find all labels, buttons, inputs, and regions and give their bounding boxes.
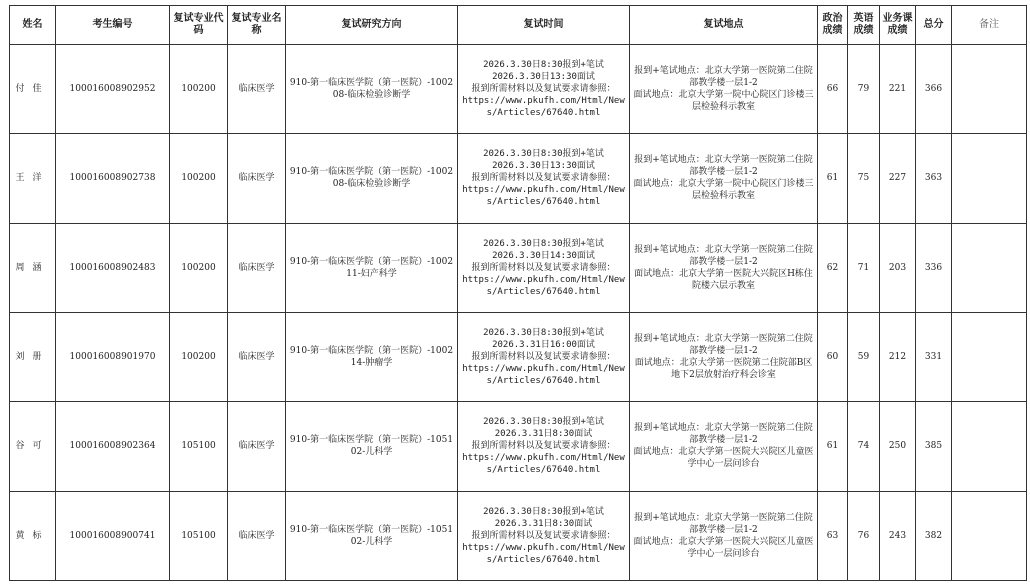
major-code: 105100 xyxy=(170,491,228,580)
exam-id: 100016008902738 xyxy=(56,134,170,223)
table-row xyxy=(10,312,1027,401)
exam-id: 100016008901970 xyxy=(56,312,170,401)
header-direction: 复试研究方向 xyxy=(286,6,458,45)
exam-id: 100016008900741 xyxy=(56,491,170,580)
politics-score: 61 xyxy=(818,134,848,223)
header-professional: 业务课成绩 xyxy=(880,6,916,45)
research-direction: 910-第一临床医学院（第一医院）-100214-肿瘤学 xyxy=(286,312,458,401)
english-score: 74 xyxy=(848,402,880,491)
header-politics: 政治成绩 xyxy=(818,6,848,45)
professional-score: 212 xyxy=(880,312,916,401)
english-score: 75 xyxy=(848,134,880,223)
retest-location: 报到+笔试地点：北京大学第一医院第二住院部教学楼一层1-2 面试地点：北京大学第一院中心院区门诊楼三层检验科示教室 xyxy=(630,134,818,223)
major-name: 临床医学 xyxy=(228,402,286,491)
header-total: 总分 xyxy=(916,6,952,45)
header-location: 复试地点 xyxy=(630,6,818,45)
research-direction: 910-第一临床医学院（第一医院）-100211-妇产科学 xyxy=(286,223,458,312)
table-row xyxy=(10,134,1027,223)
header-remark: 备注 xyxy=(952,6,1027,45)
politics-score: 66 xyxy=(818,45,848,134)
exam-id: 100016008902364 xyxy=(56,402,170,491)
retest-time: 2026.3.30日8:30报到+笔试 2026.3.31日16:00面试 报到所需材料以及复试要求请参照： https://www.pkufh.com/Html/News/Articles/67640.html xyxy=(458,312,630,401)
politics-score: 62 xyxy=(818,223,848,312)
research-direction: 910-第一临床医学院（第一医院）-105102-儿科学 xyxy=(286,402,458,491)
remark-cell xyxy=(952,45,1027,134)
remark-cell xyxy=(952,402,1027,491)
retest-location: 报到+笔试地点：北京大学第一医院第二住院部教学楼一层1-2 面试地点：北京大学第一医院大兴院区儿童医学中心一层问诊台 xyxy=(630,491,818,580)
major-code: 100200 xyxy=(170,223,228,312)
header-time: 复试时间 xyxy=(458,6,630,45)
table-row xyxy=(10,491,1027,580)
professional-score: 221 xyxy=(880,45,916,134)
retest-location: 报到+笔试地点：北京大学第一医院第二住院部教学楼一层1-2 面试地点：北京大学第一医院大兴院区H栋住院楼六层示教室 xyxy=(630,223,818,312)
candidate-name: 周涵 xyxy=(10,223,56,312)
major-code: 105100 xyxy=(170,402,228,491)
major-name: 临床医学 xyxy=(228,134,286,223)
exam-id: 100016008902952 xyxy=(56,45,170,134)
professional-score: 203 xyxy=(880,223,916,312)
candidate-name: 王洋 xyxy=(10,134,56,223)
major-name: 临床医学 xyxy=(228,223,286,312)
major-code: 100200 xyxy=(170,312,228,401)
total-score: 382 xyxy=(916,491,952,580)
total-score: 331 xyxy=(916,312,952,401)
english-score: 59 xyxy=(848,312,880,401)
exam-id: 100016008902483 xyxy=(56,223,170,312)
candidate-name: 黄标 xyxy=(10,491,56,580)
retest-location: 报到+笔试地点：北京大学第一医院第二住院部教学楼一层1-2 面试地点：北京大学第一医院第二住院部B区地下2层放射治疗科会诊室 xyxy=(630,312,818,401)
research-direction: 910-第一临床医学院（第一医院）-105102-儿科学 xyxy=(286,491,458,580)
retest-time: 2026.3.30日8:30报到+笔试 2026.3.31日8:30面试 报到所需材料以及复试要求请参照： https://www.pkufh.com/Html/News/Articles/67640.html xyxy=(458,491,630,580)
table-row xyxy=(10,223,1027,312)
candidate-name: 刘册 xyxy=(10,312,56,401)
remark-cell xyxy=(952,491,1027,580)
major-name: 临床医学 xyxy=(228,45,286,134)
english-score: 71 xyxy=(848,223,880,312)
professional-score: 227 xyxy=(880,134,916,223)
major-code: 100200 xyxy=(170,45,228,134)
professional-score: 250 xyxy=(880,402,916,491)
research-direction: 910-第一临床医学院（第一医院）-100208-临床检验诊断学 xyxy=(286,134,458,223)
retest-time: 2026.3.30日8:30报到+笔试 2026.3.30日13:30面试 报到所需材料以及复试要求请参照： https://www.pkufh.com/Html/News/Articles/67640.html xyxy=(458,134,630,223)
table-row xyxy=(10,402,1027,491)
major-name: 临床医学 xyxy=(228,312,286,401)
english-score: 79 xyxy=(848,45,880,134)
table-row xyxy=(10,45,1027,134)
candidate-name: 谷可 xyxy=(10,402,56,491)
total-score: 363 xyxy=(916,134,952,223)
research-direction: 910-第一临床医学院（第一医院）-100208-临床检验诊断学 xyxy=(286,45,458,134)
retest-time: 2026.3.30日8:30报到+笔试 2026.3.30日14:30面试 报到所需材料以及复试要求请参照： https://www.pkufh.com/Html/News/Articles/67640.html xyxy=(458,223,630,312)
politics-score: 61 xyxy=(818,402,848,491)
remark-cell xyxy=(952,312,1027,401)
header-major-name: 复试专业名称 xyxy=(228,6,286,45)
professional-score: 243 xyxy=(880,491,916,580)
major-code: 100200 xyxy=(170,134,228,223)
header-major-code: 复试专业代码 xyxy=(170,6,228,45)
politics-score: 60 xyxy=(818,312,848,401)
total-score: 336 xyxy=(916,223,952,312)
english-score: 76 xyxy=(848,491,880,580)
header-row xyxy=(10,6,1027,45)
header-name: 姓名 xyxy=(10,6,56,45)
total-score: 366 xyxy=(916,45,952,134)
retest-time: 2026.3.30日8:30报到+笔试 2026.3.30日13:30面试 报到所需材料以及复试要求请参照： https://www.pkufh.com/Html/News/Articles/67640.html xyxy=(458,45,630,134)
total-score: 385 xyxy=(916,402,952,491)
remark-cell xyxy=(952,223,1027,312)
remark-cell xyxy=(952,134,1027,223)
retest-roster-table xyxy=(9,5,1027,581)
header-english: 英语成绩 xyxy=(848,6,880,45)
retest-location: 报到+笔试地点：北京大学第一医院第二住院部教学楼一层1-2 面试地点：北京大学第一医院大兴院区儿童医学中心一层问诊台 xyxy=(630,402,818,491)
retest-location: 报到+笔试地点：北京大学第一医院第二住院部教学楼一层1-2 面试地点：北京大学第一院中心院区门诊楼三层检验科示教室 xyxy=(630,45,818,134)
retest-time: 2026.3.30日8:30报到+笔试 2026.3.31日8:30面试 报到所需材料以及复试要求请参照： https://www.pkufh.com/Html/News/Articles/67640.html xyxy=(458,402,630,491)
major-name: 临床医学 xyxy=(228,491,286,580)
header-exam-id: 考生编号 xyxy=(56,6,170,45)
politics-score: 63 xyxy=(818,491,848,580)
candidate-name: 付佳 xyxy=(10,45,56,134)
